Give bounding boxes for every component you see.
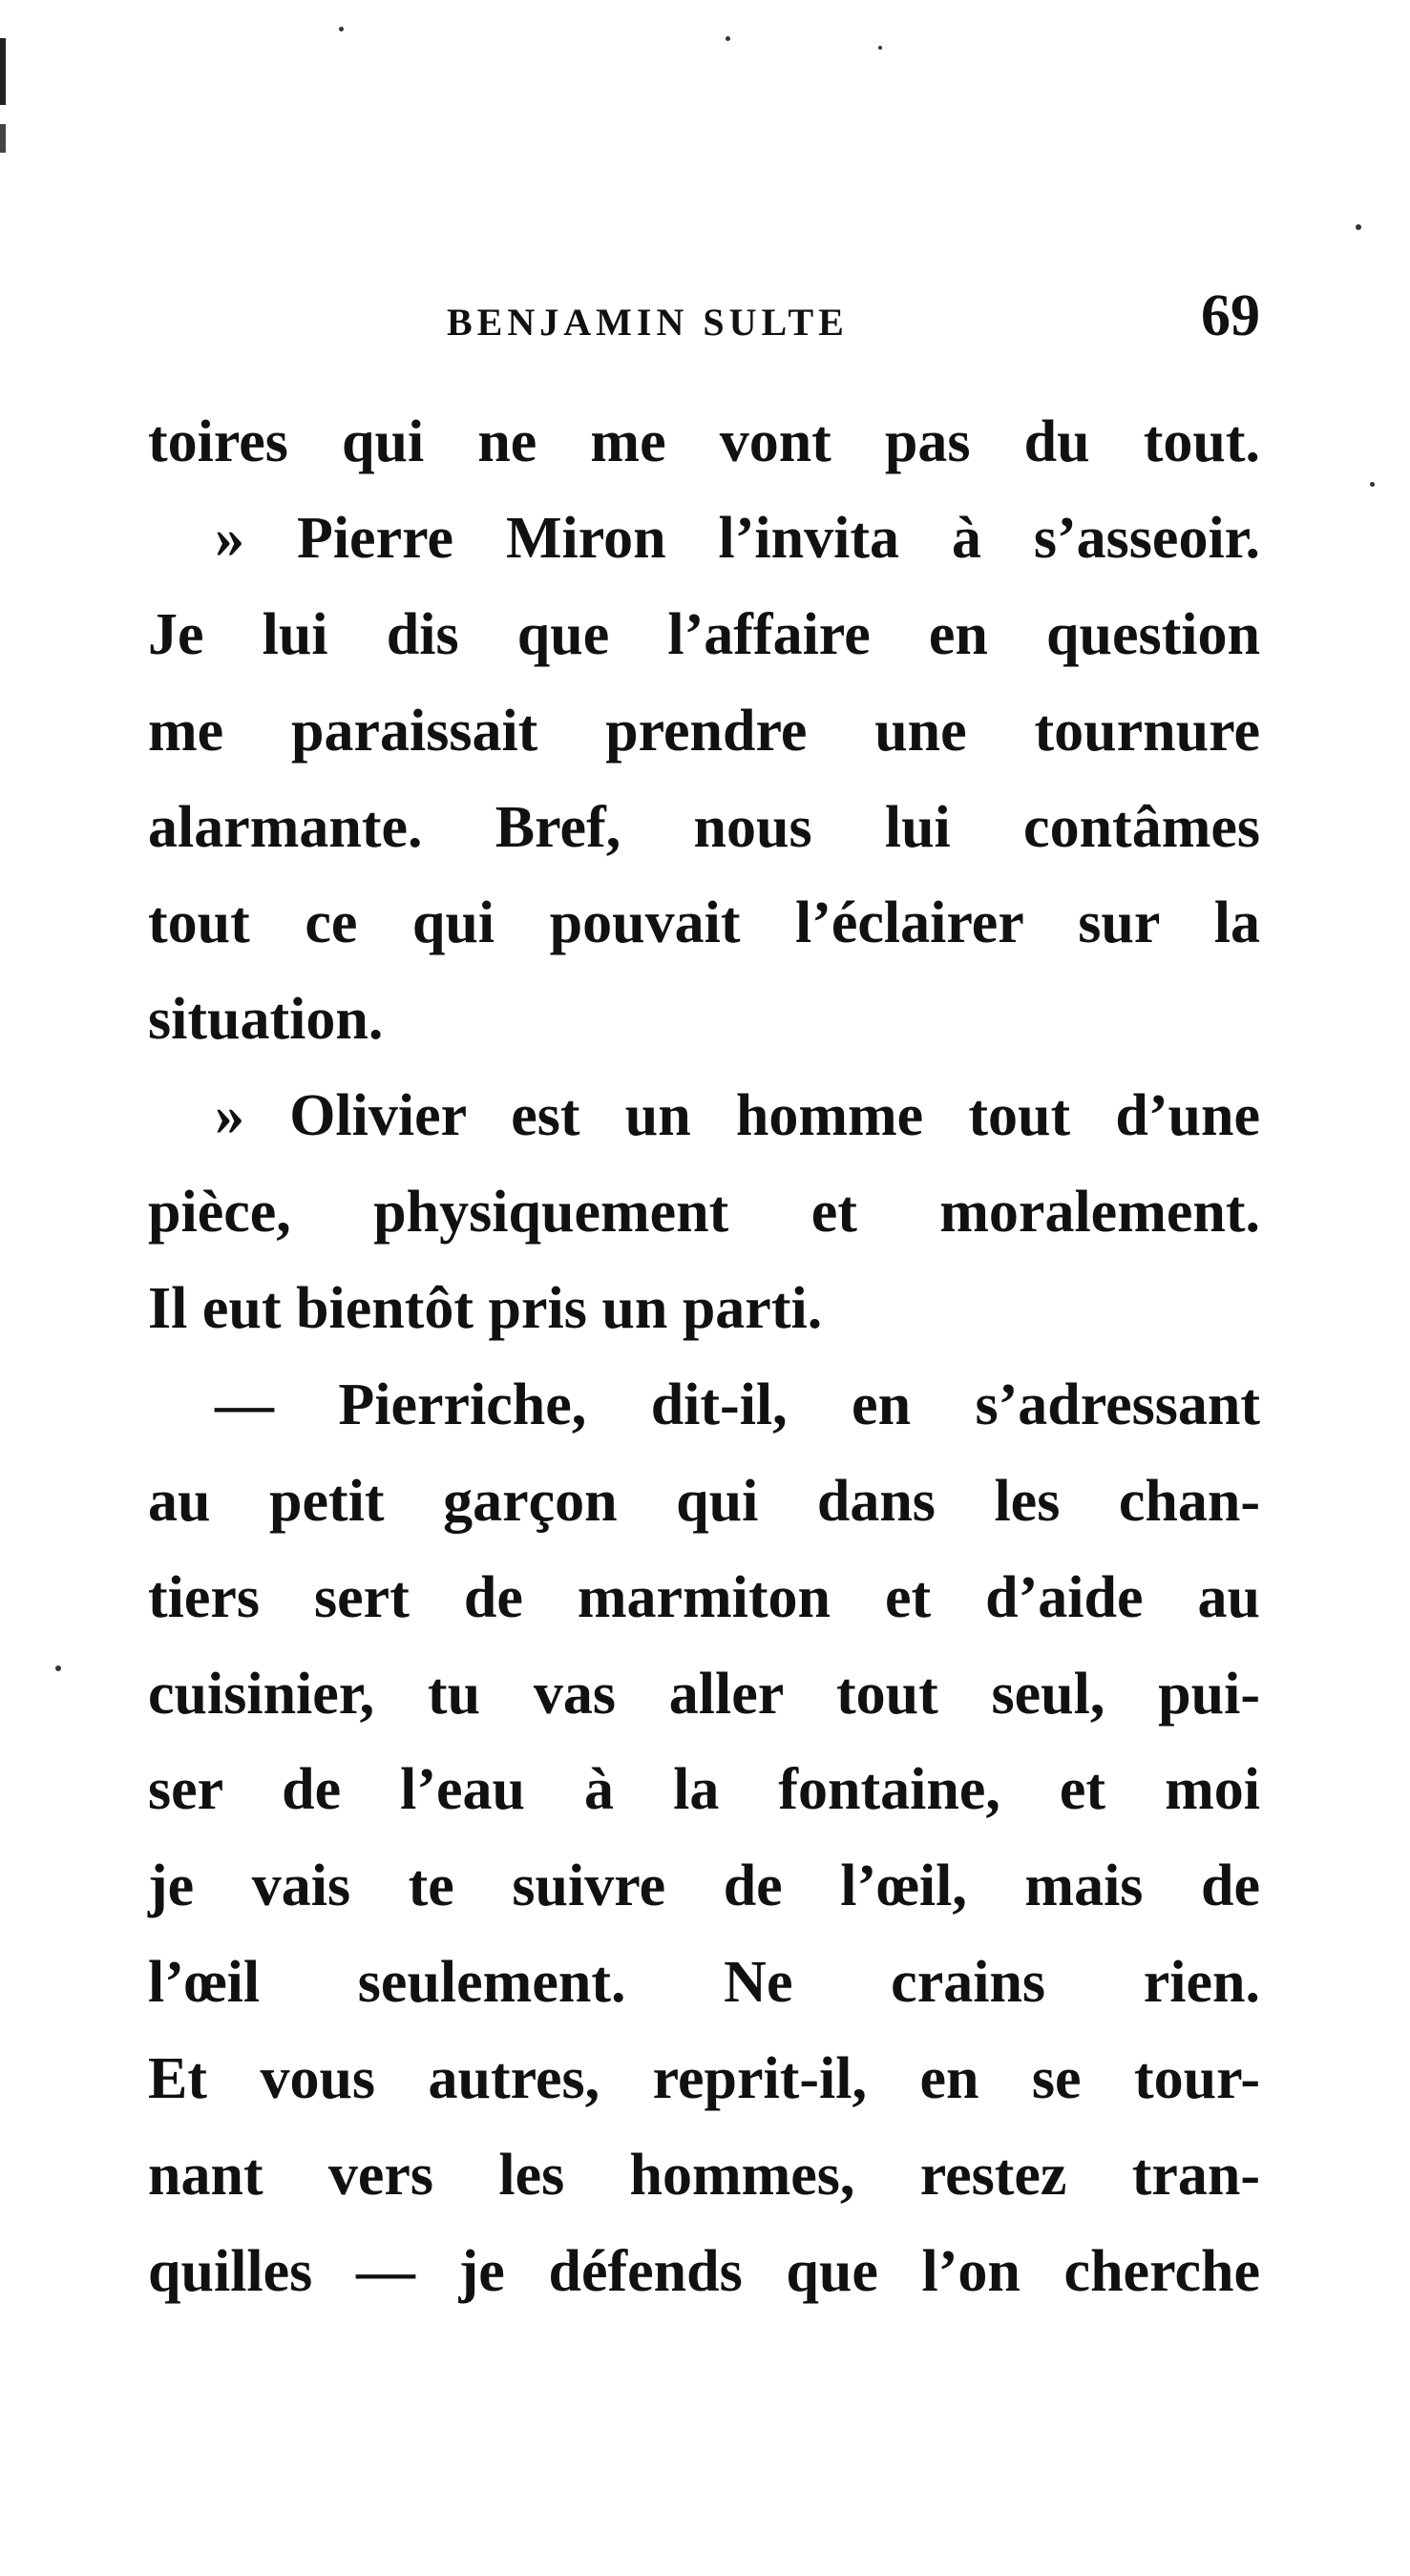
speck <box>726 36 730 41</box>
text-line: au petit garçon qui dans les chan- <box>148 1468 1260 1534</box>
running-head <box>148 283 1260 359</box>
speck <box>1370 482 1375 487</box>
text-line: toires qui ne me vont pas du tout. <box>148 409 1260 474</box>
page-number: 69 <box>1201 283 1260 348</box>
text-line: alarmante. Bref, nous lui contâmes <box>148 794 1260 860</box>
text-line: cuisinier, tu vas aller tout seul, pui- <box>148 1661 1260 1727</box>
text-line: l’œil seulement. Ne crains rien. <box>148 1950 1260 2016</box>
text-line: Il eut bientôt pris un parti. <box>148 1276 823 1342</box>
text-line: situation. <box>148 987 384 1053</box>
text-line: » Olivier est un homme tout d’une <box>215 1083 1260 1149</box>
text-line: quilles — je défends que l’on cherche <box>148 2238 1260 2304</box>
page-edge-mark <box>0 38 6 229</box>
speck <box>55 1665 61 1671</box>
speck <box>878 46 882 50</box>
text-line: je vais te suivre de l’œil, mais de <box>148 1853 1260 1919</box>
text-line: tiers sert de marmiton et d’aide au <box>148 1564 1260 1630</box>
text-line: Et vous autres, reprit-il, en se tour- <box>148 2046 1260 2112</box>
text-line: tout ce qui pouvait l’éclairer sur la <box>148 890 1260 956</box>
text-line: nant vers les hommes, restez tran- <box>148 2143 1260 2209</box>
speck <box>1356 224 1361 230</box>
text-line: Je lui dis que l’affaire en question <box>148 601 1260 667</box>
body-text <box>148 394 1260 2320</box>
speck <box>339 27 344 31</box>
text-line: pièce, physiquement et moralement. <box>148 1180 1260 1246</box>
text-line: me paraissait prendre une tournure <box>148 698 1260 764</box>
text-line: — Pierriche, dit-il, en s’adressant <box>215 1372 1260 1437</box>
text-line: ser de l’eau à la fontaine, et moi <box>148 1757 1260 1823</box>
text-line: » Pierre Miron l’invita à s’asseoir. <box>215 505 1260 571</box>
running-title: BENJAMIN SULTE <box>447 301 849 344</box>
